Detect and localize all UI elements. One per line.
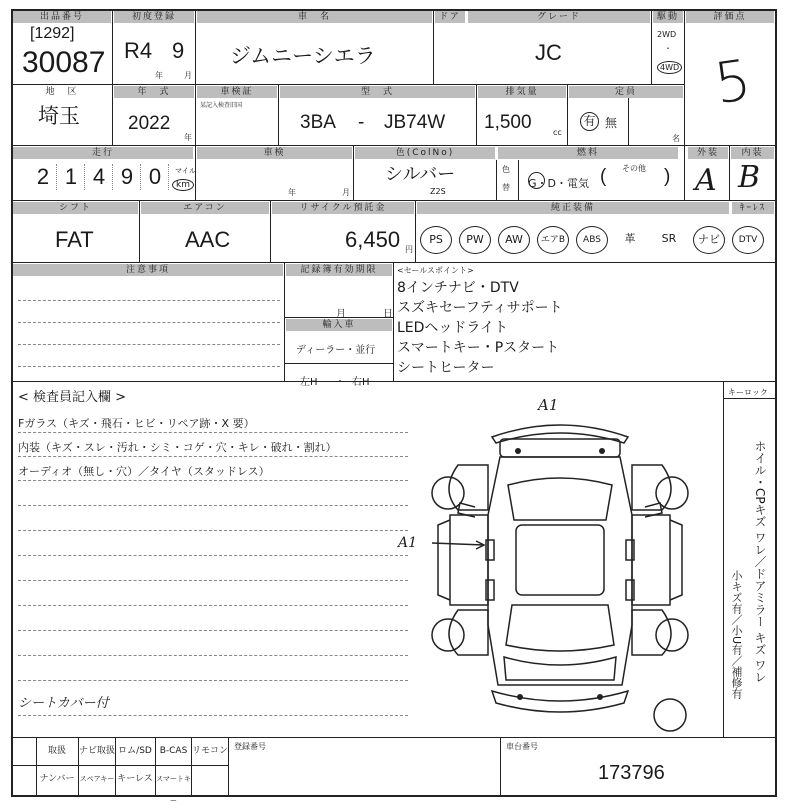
fuel-options: G・D・電気 [528, 177, 589, 190]
header-inspection: 車検 [197, 147, 352, 159]
equipment-item: PS [420, 226, 452, 254]
sales-point-item: スマートキー・Pスタート [397, 340, 560, 356]
model-code: JB74W [384, 112, 446, 133]
color-label-top: 色 [502, 165, 510, 174]
fuel-paren-open: ( [600, 166, 607, 187]
chassis-number: 173796 [598, 762, 665, 784]
footer-smart: スマートキー [156, 775, 191, 805]
header-sales-points: <セールスポイント> [397, 266, 474, 275]
inspector-lines [18, 412, 408, 484]
inspector-line: オーディオ（無し・穴）／タイヤ（スタッドレス） [18, 465, 270, 478]
header-name: 車 名 [197, 11, 432, 23]
aircon: AAC [185, 227, 231, 252]
sales-point-item: 8インチナビ・DTV [397, 280, 519, 296]
reg-month: 9 [172, 38, 185, 63]
handle-dot: ・ [335, 377, 345, 388]
header-region: 地 区 [45, 87, 79, 97]
car-name: ジムニーシエラ [230, 44, 376, 68]
header-exterior: 外装 [688, 147, 728, 159]
header-grade: グレード [468, 11, 650, 23]
handle-right: 右H [352, 377, 370, 388]
footer-remote: リモコン [192, 746, 229, 756]
model-prefix: 3BA [300, 112, 336, 133]
mileage-digit: 1 [58, 164, 85, 190]
mark-top: A1 [538, 396, 559, 414]
mileage-mile: マイル [175, 167, 196, 175]
header-displacement: 排気量 [478, 86, 566, 98]
equipment-item: DTV [732, 226, 764, 254]
footer-audio: 取扱 [47, 746, 66, 756]
equipment-item: ナビ [693, 226, 725, 254]
recycle-unit: 円 [405, 245, 413, 254]
fixed-unit: 名 [672, 134, 680, 143]
header-shift: シフト [13, 202, 138, 214]
header-aircon: エアコン [141, 202, 269, 214]
footer-chassis: 車台番号 [506, 742, 538, 751]
drive-4wd: 4WD [657, 61, 682, 74]
mileage-digit: 2 [30, 164, 57, 190]
color-name: シルバー [385, 164, 456, 185]
score-value: 5 [710, 47, 755, 118]
mileage-digits [30, 164, 170, 194]
footer-rom: ロム/SD [118, 746, 152, 756]
header-drive: 駆動 [653, 11, 683, 23]
equipment-item: ABS [576, 226, 608, 254]
inspector-title: < 検査員記入欄 > [18, 390, 127, 405]
mileage-digit: 0 [142, 164, 169, 190]
header-record: 記録簿有効期限 [286, 264, 392, 276]
color-label-bottom: 替 [502, 183, 510, 192]
inspection-month-unit: 月 [342, 188, 350, 197]
header-score: 評価点 [686, 11, 774, 23]
car-diagram [400, 395, 720, 735]
fuel-paren-close: ) [664, 166, 671, 187]
header-fuel: 燃料 [498, 147, 678, 159]
header-import: 輸入車 [286, 319, 392, 331]
equipment-row [420, 222, 774, 258]
mileage-digit: 9 [114, 164, 141, 190]
header-keyless: ｷｰﾚｽ [732, 202, 774, 214]
record-day: 日 [383, 309, 393, 320]
import-type: ディーラー・並行 [296, 345, 376, 356]
header-year: 年 式 [114, 86, 194, 98]
displacement: 1,500 [484, 112, 532, 133]
side-text-1: ホイル・CPキズ ワレ／ドアミラー キズ ワレ [753, 440, 767, 684]
side-text-2: 小キズ有／小U有／補修有 [730, 570, 743, 700]
header-interior: 内装 [731, 147, 774, 159]
header-recycle: リサイクル預託金 [272, 202, 414, 214]
record-month: 月 [336, 309, 346, 320]
sales-point-item: シートヒーター [397, 360, 495, 376]
color-code: Z2S [430, 187, 446, 196]
header-color: 色(ColNo) [355, 147, 495, 159]
cert-none: 無 [605, 116, 618, 130]
sales-point-item: スズキセーフティサポート [397, 300, 563, 316]
record-label: 某記入検査旧国 [200, 102, 243, 109]
header-cert: 車検証 [197, 86, 277, 98]
reg-month-unit: 月 [184, 71, 192, 80]
inspector-line: Fガラス（キズ・飛石・ヒビ・リペア跡・X 要） [18, 417, 255, 430]
header-reg: 初度登録 [114, 11, 194, 23]
lot-number: 30087 [22, 46, 106, 79]
header-lot: 出品番号 [13, 11, 111, 23]
header-mileage: 走行 [13, 147, 193, 159]
mileage-km: km [172, 179, 194, 191]
recycle-fee: 6,450 [345, 227, 401, 252]
equipment-item: PW [459, 226, 491, 254]
bottom-note: シートカバー付 [18, 696, 109, 711]
footer-number: ナンバー [39, 774, 75, 784]
cert-has: 有 [580, 112, 599, 131]
reg-era: R4 [124, 38, 153, 63]
footer-spare: スペアキー [79, 775, 115, 783]
sales-point-item: LEDヘッドライト [397, 320, 509, 336]
header-keylock: キーロック [728, 388, 768, 397]
equipment-item: エアB [537, 226, 569, 254]
sales-points-list [397, 278, 767, 378]
header-model: 型 式 [280, 86, 475, 98]
displacement-unit: cc [553, 128, 562, 137]
shift: FAT [55, 227, 94, 252]
footer-bcas: B-CAS [159, 746, 188, 756]
reg-year-unit: 年 [155, 71, 163, 80]
footer-keyless: キーレス [117, 774, 153, 784]
mark-side: A1 [398, 535, 418, 551]
fuel-other: その他 [622, 164, 646, 173]
equipment-item: 革 [624, 232, 636, 245]
header-fixed: 定員 [569, 86, 683, 98]
region: 埼玉 [38, 104, 80, 128]
mileage-digit: 4 [86, 164, 113, 190]
lot-bracket: [1292] [30, 25, 75, 42]
footer-nav: ナビ取扱 [79, 746, 116, 756]
equipment-item: SR [661, 232, 677, 245]
header-notes: 注意事項 [13, 264, 283, 276]
model-year: 2022 [128, 113, 171, 134]
interior-grade: B [738, 160, 761, 195]
header-equipment: 純正装備 [417, 202, 729, 214]
drive-2wd: 2WD [657, 30, 677, 39]
inspector-line: 内装（キズ・スレ・汚れ・シミ・コゲ・穴・キレ・破れ・割れ） [18, 441, 337, 454]
model-dash: - [358, 112, 365, 133]
grade: JC [535, 40, 562, 65]
inspection-year-unit: 年 [288, 188, 296, 197]
exterior-grade: A [695, 163, 717, 198]
drive-dot: ・ [664, 44, 672, 53]
fuel-g-circle [528, 172, 545, 189]
model-year-unit: 年 [184, 133, 192, 142]
handle-left: 左H [300, 377, 318, 388]
header-door: ドア [435, 11, 465, 23]
footer-reg-no: 登録番号 [234, 742, 266, 751]
equipment-item: AW [498, 226, 530, 254]
